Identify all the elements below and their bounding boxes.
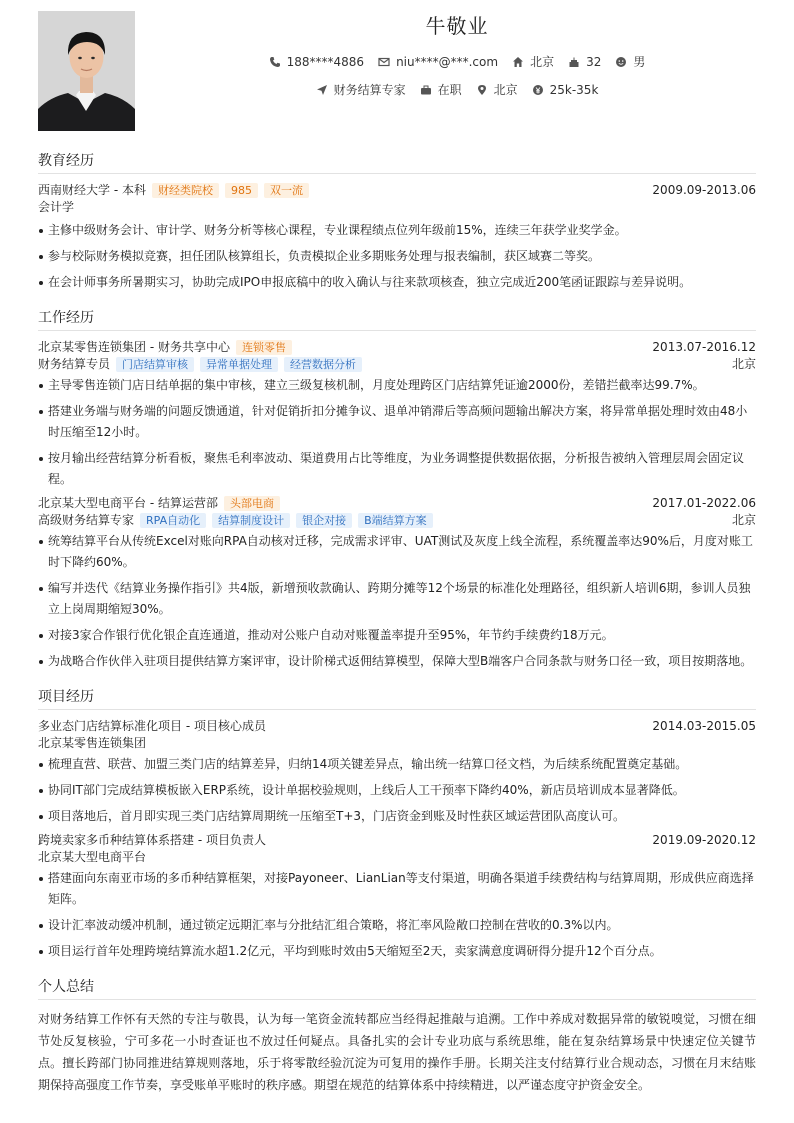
list-item: 主修中级财务会计、审计学、财务分析等核心课程，专业课程绩点位列年级前15%，连续三年获学业奖学金。: [38, 220, 756, 241]
company-tag: 头部电商: [224, 496, 280, 511]
work-role-row: [38, 512, 756, 529]
list-item: 项目运行首年处理跨境结算流水超1.2亿元，平均到账时效由5天缩短至2天，卖家满意度调研得分提升12个百分点。: [38, 941, 756, 962]
project-entry: [38, 832, 756, 962]
email-info: [378, 53, 498, 70]
briefcase-icon: [420, 84, 432, 96]
email-icon: [378, 56, 390, 68]
target-role-info: [316, 81, 406, 98]
summary-section: [38, 976, 756, 1096]
age-info: [568, 53, 601, 70]
role-tag: 银企对接: [296, 513, 352, 528]
list-item: 编写并迭代《结算业务操作指引》共4版，新增预收款确认、跨期分摊等12个场景的标准化处理路径，组织新人培训6期，参训人员独立上岗周期缩短30%。: [38, 578, 756, 620]
education-section: [38, 150, 756, 293]
project-bullets: [38, 868, 756, 962]
role-tag: RPA自动化: [140, 513, 206, 528]
project-header-row: [38, 832, 756, 849]
major-row: [38, 199, 756, 216]
role-name: 财务结算专员: [38, 357, 111, 371]
role-tag: B端结算方案: [358, 513, 433, 528]
phone-icon: [269, 56, 281, 68]
candidate-name: 牛敬业: [425, 14, 489, 38]
project-org: 北京某零售连锁集团: [38, 736, 147, 750]
cake-icon: [568, 56, 580, 68]
role-tag: 经营数据分析: [284, 357, 362, 372]
job-intent-row: [158, 81, 756, 98]
school-name: 西南财经大学 - 本科: [38, 183, 146, 197]
target-role-text: 财务结算专家: [333, 83, 406, 97]
education-title: 教育经历: [38, 150, 756, 174]
project-org-row: [38, 735, 756, 752]
work-location: 北京: [731, 513, 756, 527]
project-header-row: [38, 718, 756, 735]
projects-title: 项目经历: [38, 686, 756, 710]
phone-text: 188****4886: [286, 54, 365, 69]
work-bullets: [38, 375, 756, 490]
project-period: 2019.09-2020.12: [652, 833, 756, 847]
work-title: 工作经历: [38, 307, 756, 331]
education-period: 2009.09-2013.06: [652, 183, 756, 197]
email-text: niu****@***.com: [396, 54, 499, 69]
list-item: 参与校际财务模拟竞赛，担任团队核算组长，负责模拟企业多期账务处理与报表编制，获区域赛二等奖。: [38, 246, 756, 267]
work-role-row: [38, 356, 756, 373]
city-info: [512, 53, 554, 70]
phone-info: [269, 53, 364, 70]
gender-info: [615, 53, 645, 70]
work-company-row: [38, 495, 756, 512]
location-pin-icon: [476, 84, 488, 96]
school-tag: 985: [225, 183, 258, 198]
role-name: 高级财务结算专家: [38, 513, 135, 527]
status-info: [420, 81, 462, 98]
work-company-row: [38, 339, 756, 356]
education-header-row: [38, 182, 756, 199]
company-tag: 连锁零售: [236, 340, 292, 355]
project-name: 跨境卖家多币种结算体系搭建 - 项目负责人: [38, 833, 266, 847]
company-name: 北京某大型电商平台 - 结算运营部: [38, 496, 218, 510]
resume-header: [38, 10, 756, 132]
projects-section: [38, 686, 756, 962]
role-tag: 结算制度设计: [212, 513, 290, 528]
list-item: 搭建面向东南亚市场的多币种结算框架，对接Payoneer、LianLian等支付渠道，明确各渠道手续费结构与结算周期，形成供应商选择矩阵。: [38, 868, 756, 910]
project-name: 多业态门店结算标准化项目 - 项目核心成员: [38, 719, 266, 733]
work-section: [38, 307, 756, 672]
list-item: 在会计师事务所暑期实习，协助完成IPO申报底稿中的收入确认与往来款项核查，独立完成近200笔函证跟踪与差异说明。: [38, 272, 756, 293]
project-entry: [38, 718, 756, 827]
list-item: 对接3家合作银行优化银企直连通道，推动对公账户自动对账覆盖率提升至95%，年节约手续费约18万元。: [38, 625, 756, 646]
city-text: 北京: [530, 55, 555, 69]
list-item: 搭建业务端与财务端的问题反馈通道，针对促销折扣分摊争议、退单冲销滞后等高频问题输出解决方案，将异常单据处理时效由48小时压缩至12小时。: [38, 401, 756, 443]
work-bullets: [38, 531, 756, 672]
money-icon: [532, 84, 544, 96]
gender-text: 男: [633, 55, 646, 69]
work-period: 2017.01-2022.06: [652, 496, 756, 510]
list-item: 协同IT部门完成结算模板嵌入ERP系统，设计单据校验规则，上线后人工干预率下降约40%，新店员培训成本显著降低。: [38, 780, 756, 801]
work-entry: [38, 339, 756, 490]
contact-info-row: [158, 53, 756, 70]
resume-page: [38, 10, 756, 1096]
project-bullets: [38, 754, 756, 827]
role-tag: 异常单据处理: [200, 357, 278, 372]
list-item: 梳理直营、联营、加盟三类门店的结算差异，归纳14项关键差异点，输出统一结算口径文档，为后续系统配置奠定基础。: [38, 754, 756, 775]
school-tag: 财经类院校: [152, 183, 219, 198]
status-text: 在职: [437, 83, 462, 97]
school-tag: 双一流: [264, 183, 309, 198]
send-icon: [316, 84, 328, 96]
age-text: 32: [586, 54, 602, 69]
major-name: 会计学: [38, 200, 75, 214]
list-item: 主导零售连锁门店日结单据的集中审核，建立三级复核机制，月度处理跨区门店结算凭证逾2000份，差错拦截率达99.7%。: [38, 375, 756, 396]
work-location: 北京: [731, 357, 756, 371]
salary-text: 25k-35k: [549, 82, 599, 97]
salary-info: [532, 81, 599, 98]
work-period: 2013.07-2016.12: [652, 340, 756, 354]
company-name: 北京某零售连锁集团 - 财务共享中心: [38, 340, 230, 354]
project-period: 2014.03-2015.05: [652, 719, 756, 733]
profile-photo: [38, 11, 135, 131]
face-icon: [615, 56, 627, 68]
role-tag: 门店结算审核: [116, 357, 194, 372]
list-item: 设计汇率波动缓冲机制，通过锁定远期汇率与分批结汇组合策略，将汇率风险敞口控制在营收的0.3%以内。: [38, 915, 756, 936]
target-city-text: 北京: [493, 83, 518, 97]
education-bullets: [38, 220, 756, 293]
list-item: 按月输出经营结算分析看板，聚焦毛利率波动、渠道费用占比等维度，为业务调整提供数据依据，分析报告被纳入管理层周会固定议程。: [38, 448, 756, 490]
summary-title: 个人总结: [38, 976, 756, 1000]
list-item: 项目落地后，首月即实现三类门店结算周期统一压缩至T+3，门店资金到账及时性获区域运营团队高度认可。: [38, 806, 756, 827]
work-entry: [38, 495, 756, 672]
project-org: 北京某大型电商平台: [38, 850, 147, 864]
project-org-row: [38, 849, 756, 866]
target-city-info: [476, 81, 518, 98]
list-item: 统筹结算平台从传统Excel对账向RPA自动核对迁移，完成需求评审、UAT测试及灰度上线全流程，系统覆盖率达90%后，月度对账工时下降约60%。: [38, 531, 756, 573]
summary-text: 对财务结算工作怀有天然的专注与敬畏，认为每一笔资金流转都应当经得起推敲与追溯。工作中养成对数据异常的敏锐嗅觉，习惯在细节处反复核验，宁可多花一小时查证也不放过任何疑点。具备扎实的会计专业功底与系统思维，能在复杂结算场景中快速定位关键节点。擅长跨部门协同推进结算规则落地，乐于将零散经验沉淀为可复用的操作手册。长期关注支付结算行业合规动态，习惯在月末结账期保持高强度工作节奏，享受账单平账时的秩序感。期望在规范的结算体系中持续精进，以严谨态度守护资金安全。: [38, 1012, 756, 1092]
home-icon: [512, 56, 524, 68]
list-item: 为战略合作伙伴入驻项目提供结算方案评审，设计阶梯式返佣结算模型，保障大型B端客户合同条款与财务口径一致，项目按期落地。: [38, 651, 756, 672]
